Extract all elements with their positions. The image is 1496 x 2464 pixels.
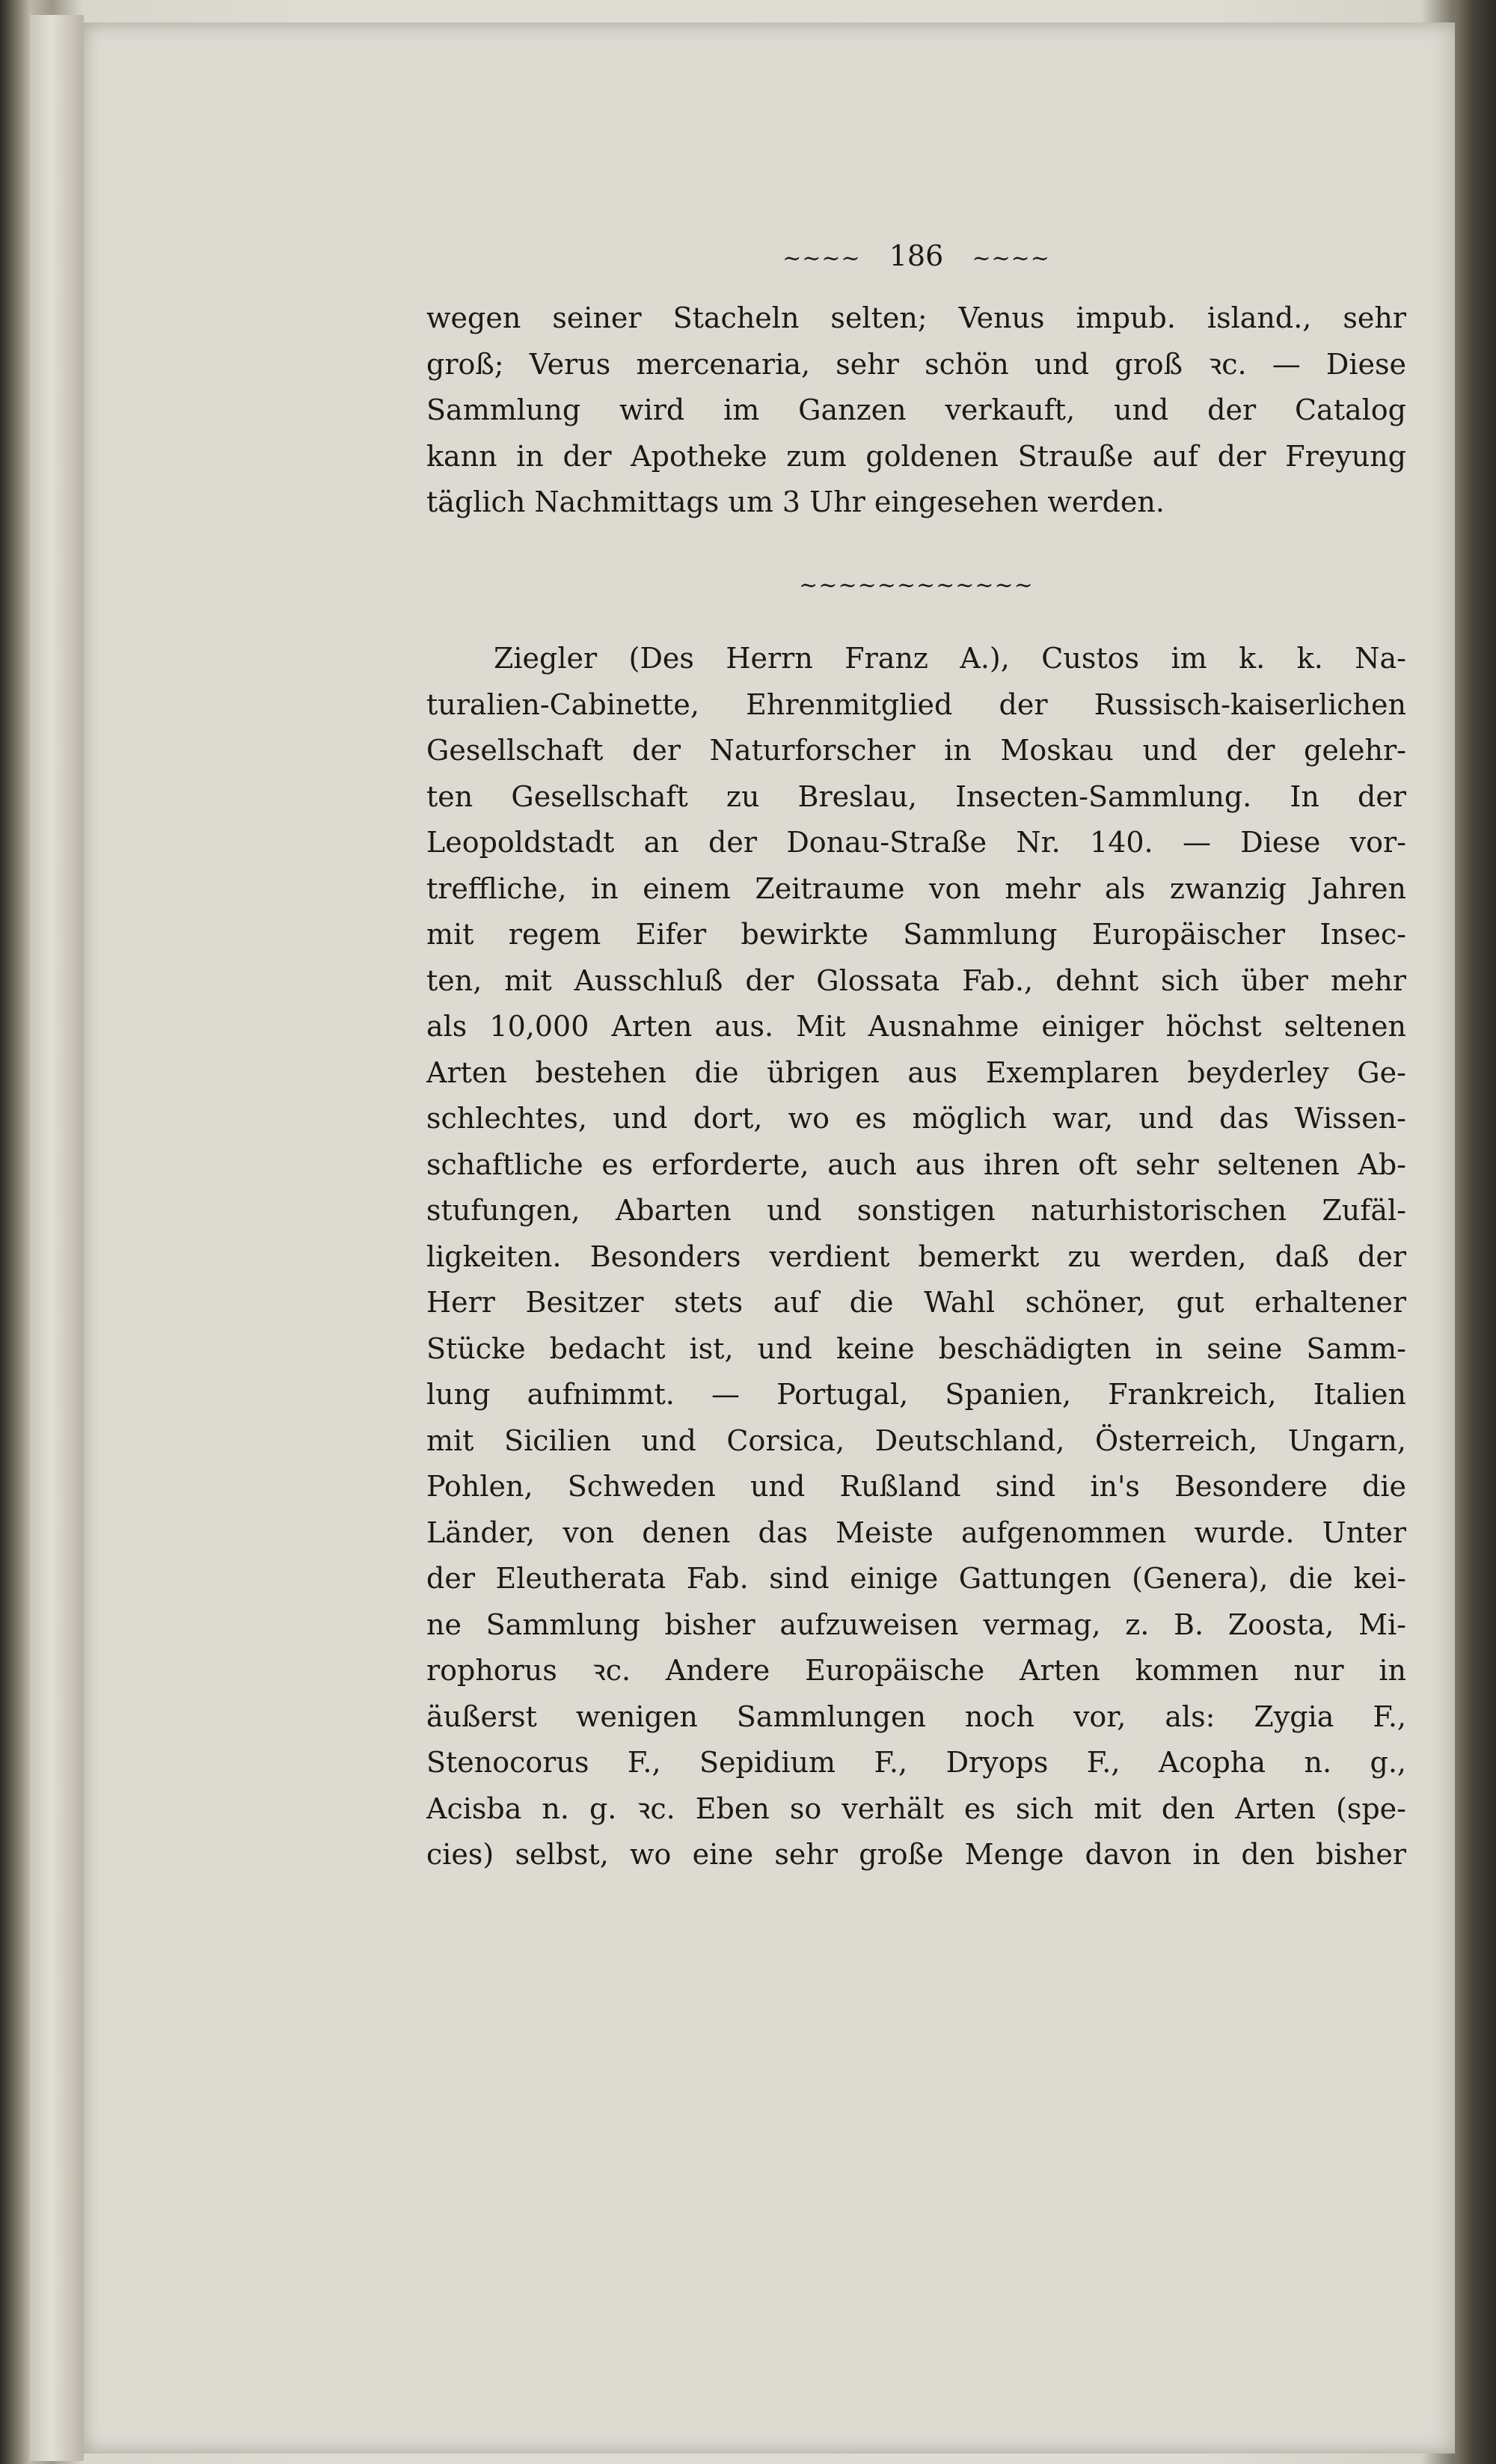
text-line: rophorus ꝛc. Andere Europäische Arten kommen nur in [426, 1654, 1406, 1687]
text-line: Sammlung wird im Ganzen verkauft, und der Catalog [426, 393, 1406, 426]
text-line: ten, mit Ausschluß der Glossata Fab., dehnt sich über mehr [426, 963, 1406, 997]
text-line: täglich Nachmittags um 3 Uhr eingesehen werden. [426, 485, 1165, 518]
text-line: Pohlen, Schweden und Rußland sind in's Besondere die [426, 1470, 1406, 1503]
section-separator: ~~~~~~~~~~~~ [799, 572, 1034, 598]
text-line: Länder, von denen das Meiste aufgenommen wurde. Unter [426, 1516, 1406, 1549]
text-line: schlechtes, und dort, wo es möglich war, und das Wissen- [426, 1102, 1406, 1135]
text-line: turalien-Cabinette, Ehrenmitglied der Russisch-kaiserlichen [426, 687, 1406, 721]
text-line: stufungen, Abarten und sonstigen naturhistorischen Zufäl- [426, 1194, 1406, 1227]
text-line: lung aufnimmt. — Portugal, Spanien, Frankreich, Italien [426, 1378, 1406, 1411]
header-ornament-left: ~~~~ [782, 245, 861, 272]
text-line: Gesellschaft der Naturforscher in Moskau und der gelehr- [426, 734, 1406, 767]
header-ornament-right: ~~~~ [972, 245, 1050, 272]
page-header [426, 239, 1406, 284]
text-line: kann in der Apotheke zum goldenen Strauße auf der Freyung [426, 439, 1406, 473]
text-line: Stenocorus F., Sepidium F., Dryops F., Acopha n. g., [426, 1746, 1406, 1779]
text-line: wegen seiner Stacheln selten; Venus impub. island., sehr [426, 301, 1406, 334]
text-line: Acisba n. g. ꝛc. Eben so verhält es sich mit den Arten (spe- [426, 1792, 1406, 1825]
text-line: Leopoldstadt an der Donau-Straße Nr. 140. — Diese vor- [426, 826, 1406, 859]
text-line: äußerst wenigen Sammlungen noch vor, als: Zygia F., [426, 1700, 1406, 1733]
text-line: Arten bestehen die übrigen aus Exemplaren beyderley Ge- [426, 1055, 1406, 1089]
text-line: groß; Verus mercenaria, sehr schön und groß ꝛc. — Diese [426, 347, 1406, 381]
text-line: ne Sammlung bisher aufzuweisen vermag, z. B. Zoosta, Mi- [426, 1608, 1406, 1641]
paragraph-ziegler-collection [426, 636, 1406, 1878]
text-line: ten Gesellschaft zu Breslau, Insecten-Sammlung. In der [426, 779, 1406, 813]
text-line: treffliche, in einem Zeitraume von mehr als zwanzig Jahren [426, 871, 1406, 905]
text-line: Ziegler (Des Herrn Franz A.), Custos im k. k. Na- [494, 642, 1406, 675]
book-spine-edge [1455, 0, 1496, 2464]
text-line: ligkeiten. Besonders verdient bemerkt zu werden, daß der [426, 1239, 1406, 1273]
text-line: cies) selbst, wo eine sehr große Menge davon in den bisher [426, 1838, 1406, 1871]
text-line: mit regem Eifer bewirkte Sammlung Europäischer Insec- [426, 918, 1406, 951]
text-line: Stücke bedacht ist, und keine beschädigten in seine Samm- [426, 1331, 1406, 1365]
text-line: der Eleutherata Fab. sind einige Gattungen (Genera), die kei- [426, 1562, 1406, 1595]
page-number: 186 [889, 239, 944, 272]
text-line: schaftliche es erforderte, auch aus ihren oft sehr seltenen Ab- [426, 1147, 1406, 1181]
text-line: Herr Besitzer stets auf die Wahl schöner, gut erhaltener [426, 1286, 1406, 1319]
paragraph-venus-collection [426, 295, 1406, 526]
text-line: als 10,000 Arten aus. Mit Ausnahme einiger höchst seltenen [426, 1010, 1406, 1043]
text-line: mit Sicilien und Corsica, Deutschland, Österreich, Ungarn, [426, 1423, 1406, 1457]
page-left-edge [30, 15, 84, 2461]
